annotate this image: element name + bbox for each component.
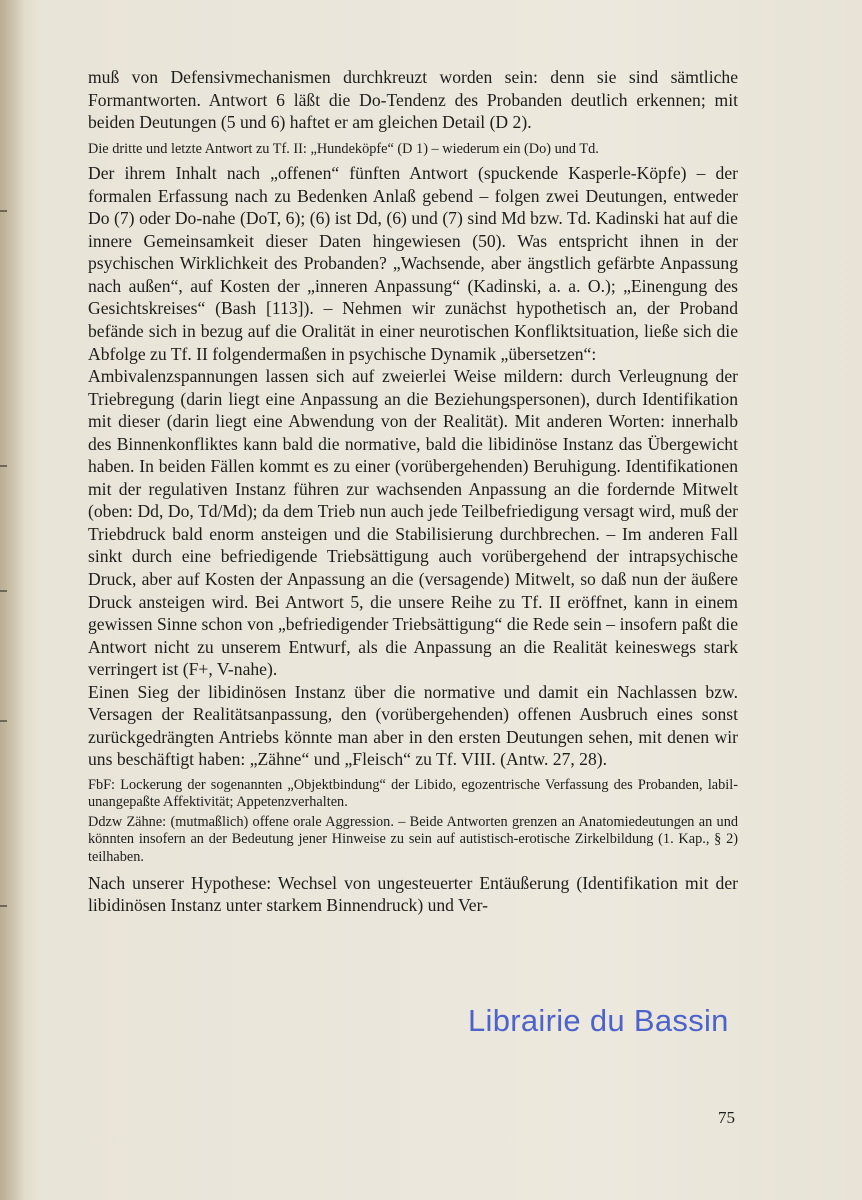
edge-mark bbox=[0, 210, 7, 212]
footnote-paragraph: FbF: Lockerung der sogenannten „Objektbindung“ der Libido, egozentrische Verfassung des Probanden, labil-unangepaßte Affektivität; Appetenzverhalten. bbox=[88, 776, 738, 811]
edge-mark bbox=[0, 720, 7, 722]
paragraph: Ambivalenzspannungen lassen sich auf zweierlei Weise mildern: durch Verleugnung der Triebregung (darin liegt eine Anpassung an die Beziehungspersonen), durch Identifikation mit dieser (darin liegt eine Abwendung von der Realität). Mit anderen Worten: innerhalb des Binnenkonfliktes kann bald die normative, bald die libidinöse Instanz das Übergewicht haben. In beiden Fällen kommt es zu einer (vorübergehenden) Beruhigung. Identifikationen mit der regulativen Instanz führen zur wachsenden Anpassung an die fordernde Mitwelt (oben: Dd, Do, Td/Md); da dem Trieb nun auch jede Teilbefriedigung versagt wird, muß der Triebdruck bald enorm ansteigen und die Stabilisierung durchbrechen. – Im anderen Fall sinkt durch eine befriedigende Triebsättigung auch vorübergehend der intrapsychische Druck, aber auf Kosten der Anpassung an die (versagende) Mitwelt, so daß nun der äußere Druck ansteigen wird. Bei Antwort 5, die unsere Reihe zu Tf. II eröffnet, kann in einem gewissen Sinne schon von „befriedigender Triebsättigung“ die Rede sein – insofern paßt die Antwort nicht zu unserem Entwurf, als die Anpassung an die Realität keineswegs stark verringert ist (F+, V-nahe). bbox=[88, 366, 738, 680]
page-number: 75 bbox=[718, 1108, 735, 1127]
edge-mark bbox=[0, 590, 7, 592]
footnote-paragraph: Ddzw Zähne: (mutmaßlich) offene orale Aggression. – Beide Antworten grenzen an Anatomiedeutungen an und könnten insofern an der Bedeutung jener Hinweise zu sein auf autistisch-erotische Zirkelbildung (1. Kap., § 2) teilhaben. bbox=[88, 813, 738, 865]
paragraph-small: Die dritte und letzte Antwort zu Tf. II: „Hundeköpfe“ (D 1) – wiederum ein (Do) und Td. bbox=[88, 140, 599, 157]
paragraph: muß von Defensivmechanismen durchkreuzt worden sein: denn sie sind sämtliche Formantworten. Antwort 6 läßt die Do-Tendenz des Probanden deutlich erkennen; mit beiden Deutungen (5 und 6) haftet er am gleichen Detail (D 2). bbox=[88, 67, 738, 133]
paragraph: Der ihrem Inhalt nach „offenen“ fünften Antwort (spuckende Kasperle-Köpfe) – der formalen Erfassung nach zu Bedenken Anlaß gebend – folgen zwei Deutungen, entweder Do (7) oder Do-nahe (DoT, 6); (6) ist Dd, (6) und (7) sind Md bzw. Td. Kadinski hat auf die innere Gemeinsamkeit dieser Daten hingewiesen (50). Was entspricht ihnen in der psychischen Wirklichkeit des Probanden? „Wachsende, aber ängstlich gefärbte Anpassung nach außen“, auf Kosten der „inneren Anpassung“ (Kadinski, a. a. O.); „Einengung des Gesichtskreises“ (Bash [113]). – Nehmen wir zunächst hypothetisch an, der Proband befände sich in bezug auf die Oralität in einer neurotischen Konfliktsituation, ließe sich die Abfolge zu Tf. II folgendermaßen in psychische Dynamik „übersetzen“: bbox=[88, 163, 738, 364]
paragraph: Einen Sieg der libidinösen Instanz über die normative und damit ein Nachlassen bzw. Versagen der Realitätsanpassung, den (vorübergehenden) offenen Ausbruch eines sonst zurückgedrängten Antriebs könnte man aber in den ersten Deutungen sehen, mit denen wir uns beschäftigt haben: „Zähne“ und „Fleisch“ zu Tf. VIII. (Antw. 27, 28). bbox=[88, 681, 738, 770]
watermark: Librairie du Bassin bbox=[468, 1003, 729, 1038]
text-block bbox=[88, 66, 738, 917]
paragraph: Nach unserer Hypothese: Wechsel von ungesteuerter Entäußerung (Identifikation mit der libidinösen Instanz unter starkem Binnendruck) und Ver- bbox=[88, 872, 738, 916]
edge-mark bbox=[0, 905, 7, 907]
page-gutter bbox=[0, 0, 24, 1200]
edge-mark bbox=[0, 465, 7, 467]
